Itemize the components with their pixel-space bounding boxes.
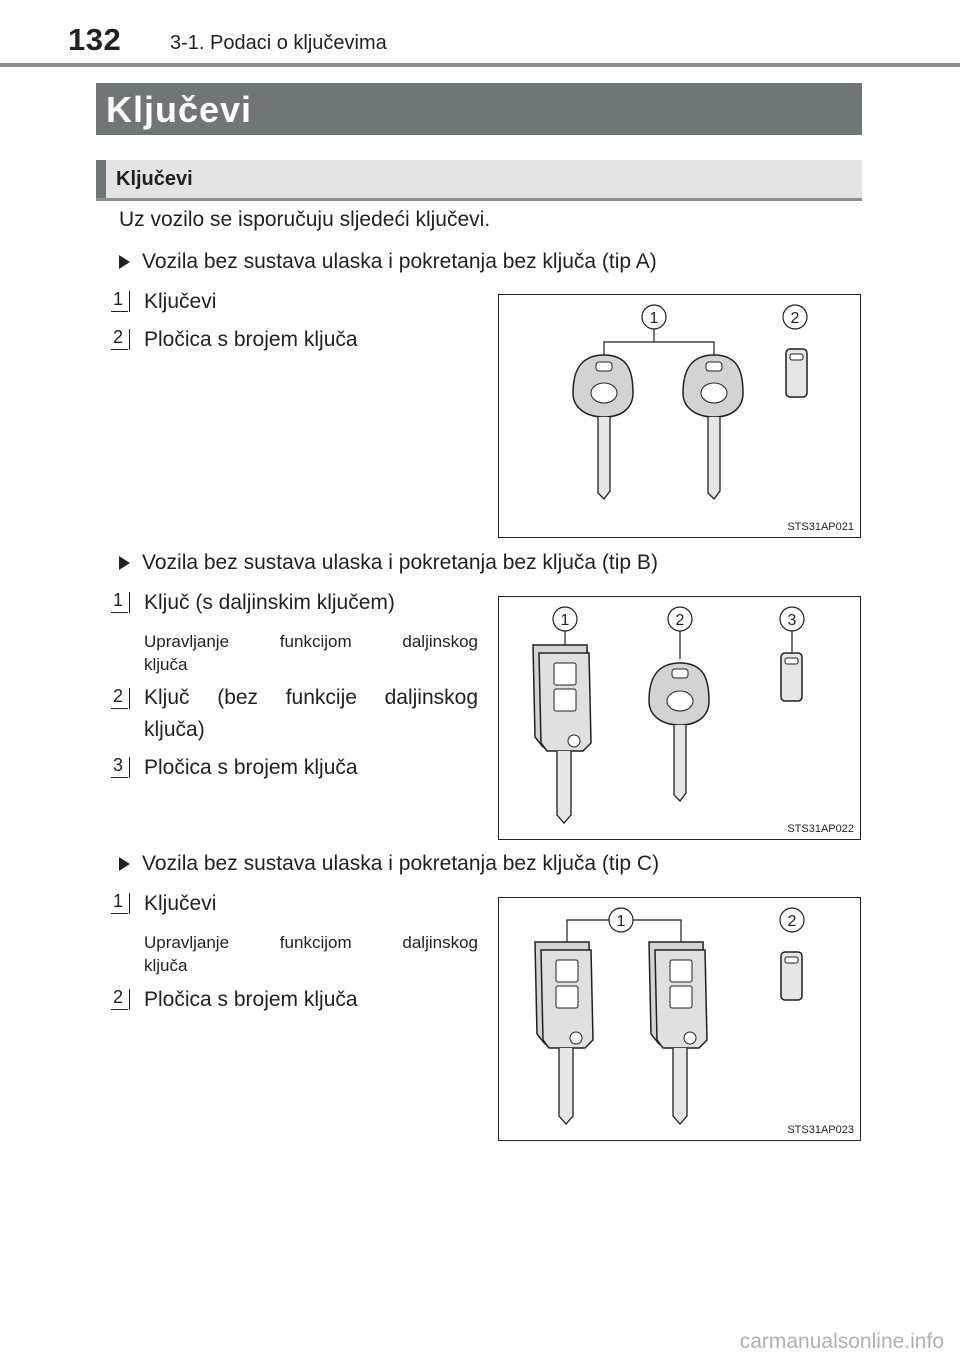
remote-key-icon [533, 645, 591, 823]
key-number-plate-icon [781, 653, 802, 701]
triangle-bullet-icon [119, 857, 130, 871]
item-number: 2 [110, 987, 130, 1009]
keys-type-b-illustration [499, 597, 862, 841]
callout-2: 2 [675, 612, 685, 629]
figure-type-a [498, 294, 861, 538]
item-number: 1 [110, 590, 130, 612]
item-number: 2 [110, 327, 130, 349]
section-heading-bar [96, 160, 862, 201]
item-label: Ključevi [144, 290, 217, 313]
callout-1: 1 [649, 310, 659, 327]
page-title: Ključevi [106, 89, 253, 130]
page-number: 132 [68, 22, 122, 57]
type-b-heading [119, 551, 658, 575]
remote-key-icon [649, 942, 707, 1124]
type-a-heading-text: Vozila bez sustava ulaska i pokretanja bez ključa (tip A) [142, 250, 657, 273]
section-stripe [96, 160, 106, 198]
figure-code: STS31AP021 [787, 521, 854, 533]
type-b-heading-text: Vozila bez sustava ulaska i pokretanja bez ključa (tip B) [142, 551, 658, 574]
triangle-bullet-icon [119, 255, 130, 269]
callout-2: 2 [790, 310, 800, 327]
triangle-bullet-icon [119, 556, 130, 570]
item-label: Pločica s brojem ključa [144, 756, 358, 779]
type-c-heading-text: Vozila bez sustava ulaska i pokretanja bez ključa (tip C) [142, 852, 660, 875]
item-note: Upravljanje funkcijom daljinskog ključa [144, 933, 478, 975]
callout-2: 2 [787, 913, 797, 930]
figure-type-c [498, 897, 861, 1141]
item-number: 3 [110, 755, 130, 777]
type-a-heading [119, 250, 657, 274]
header-rule [0, 63, 960, 67]
key-icon [683, 355, 743, 499]
callout-1: 1 [616, 913, 626, 930]
figure-code: STS31AP022 [787, 823, 854, 835]
key-number-plate-icon [781, 952, 802, 1000]
key-number-plate-icon [786, 349, 807, 397]
keys-type-a-illustration [499, 295, 862, 539]
item-number: 2 [110, 686, 130, 708]
page-title-bar [96, 83, 862, 135]
item-label: Pločica s brojem ključa [144, 328, 358, 351]
item-label: Ključevi [144, 892, 217, 915]
key-icon [573, 355, 633, 499]
item-number: 1 [110, 289, 130, 311]
key-icon [649, 663, 709, 801]
type-c-heading [119, 852, 659, 876]
item-note: Upravljanje funkcijom daljinskog ključa [144, 632, 478, 674]
item-number: 1 [110, 891, 130, 913]
remote-key-icon [535, 942, 593, 1124]
intro-text: Uz vozilo se isporučuju sljedeći ključevi. [119, 208, 491, 231]
figure-code: STS31AP023 [787, 1124, 854, 1136]
item-label: Ključ (s daljinskim ključem) [144, 591, 395, 614]
item-label: Pločica s brojem ključa [144, 988, 358, 1011]
watermark: carmanualsonline.info [739, 1330, 944, 1353]
callout-1: 1 [560, 612, 570, 629]
keys-type-c-illustration [499, 898, 862, 1142]
section-heading: Ključevi [116, 168, 193, 190]
chapter-title: 3-1. Podaci o ključevima [170, 32, 387, 54]
figure-type-b [498, 596, 861, 840]
callout-3: 3 [787, 612, 797, 629]
item-label: Ključ (bez funkcije daljinskog ključa) [144, 686, 478, 741]
